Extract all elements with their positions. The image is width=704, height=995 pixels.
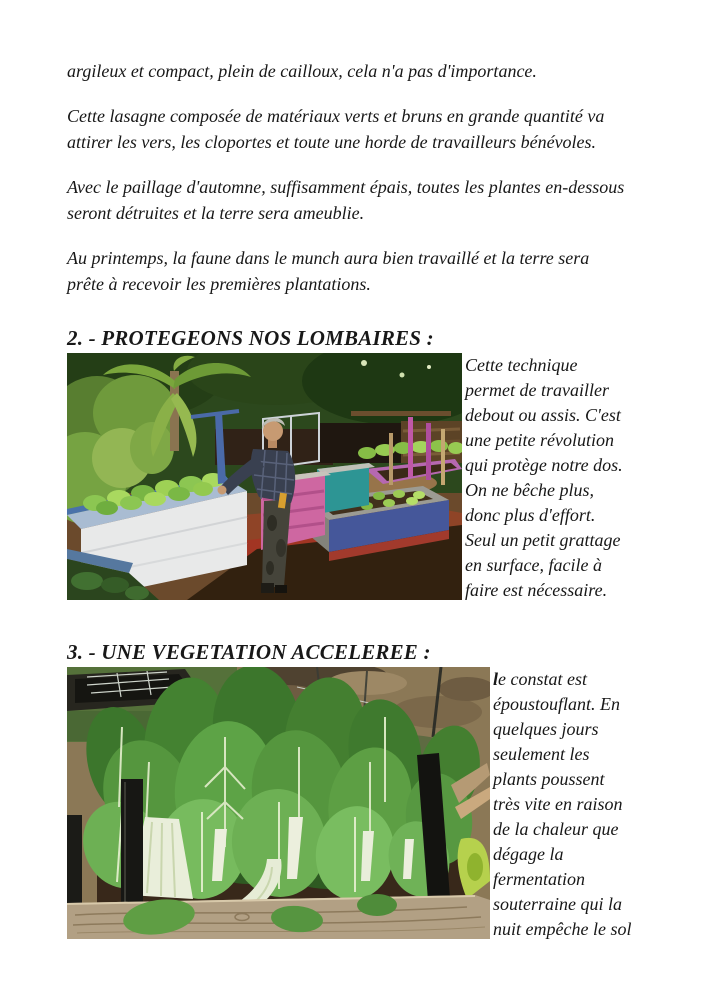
section2-body: Cette technique permet de travailler debout ou assis. C'est une petite révolution qui protège notre dos. On ne bêche plus, donc plus d'effort. Seul un petit grattage en surface, facile à faire est nécessaire.	[465, 355, 623, 600]
section3-content	[67, 667, 647, 942]
section3-body	[493, 667, 645, 942]
section3-heading: 3. - UNE VEGETATION ACCELEREE :	[67, 640, 431, 664]
section3-body-text: e constat est époustouflant. En quelques jours seulement les plants poussent très vite en raison de la chaleur que dégage la fermentation souterraine qui la nuit empêche le sol	[493, 669, 632, 939]
section2-heading: 2. - PROTEGEONS NOS LOMBAIRES :	[67, 326, 434, 350]
paragraph-3: Avec le paillage d'automne, suffisamment épais, toutes les plantes en-dessous seront détruites et la terre sera ameublie.	[67, 177, 625, 223]
paragraph-4: Au printemps, la faune dans le munch aura bien travaillé et la terre sera prête à recevoir les premières plantations.	[67, 248, 590, 294]
paragraph-2: Cette lasagne composée de matériaux verts et bruns en grande quantité va attirer les vers, les cloportes et toute une horde de travailleurs bénévoles.	[67, 106, 605, 152]
paragraph-1: argileux et compact, plein de cailloux, cela n'a pas d'importance.	[67, 61, 537, 81]
section2-content	[67, 353, 647, 603]
garden-raised-beds-photo	[67, 353, 462, 600]
chard-planter-photo	[67, 667, 490, 939]
lead-letter: l	[493, 669, 499, 689]
